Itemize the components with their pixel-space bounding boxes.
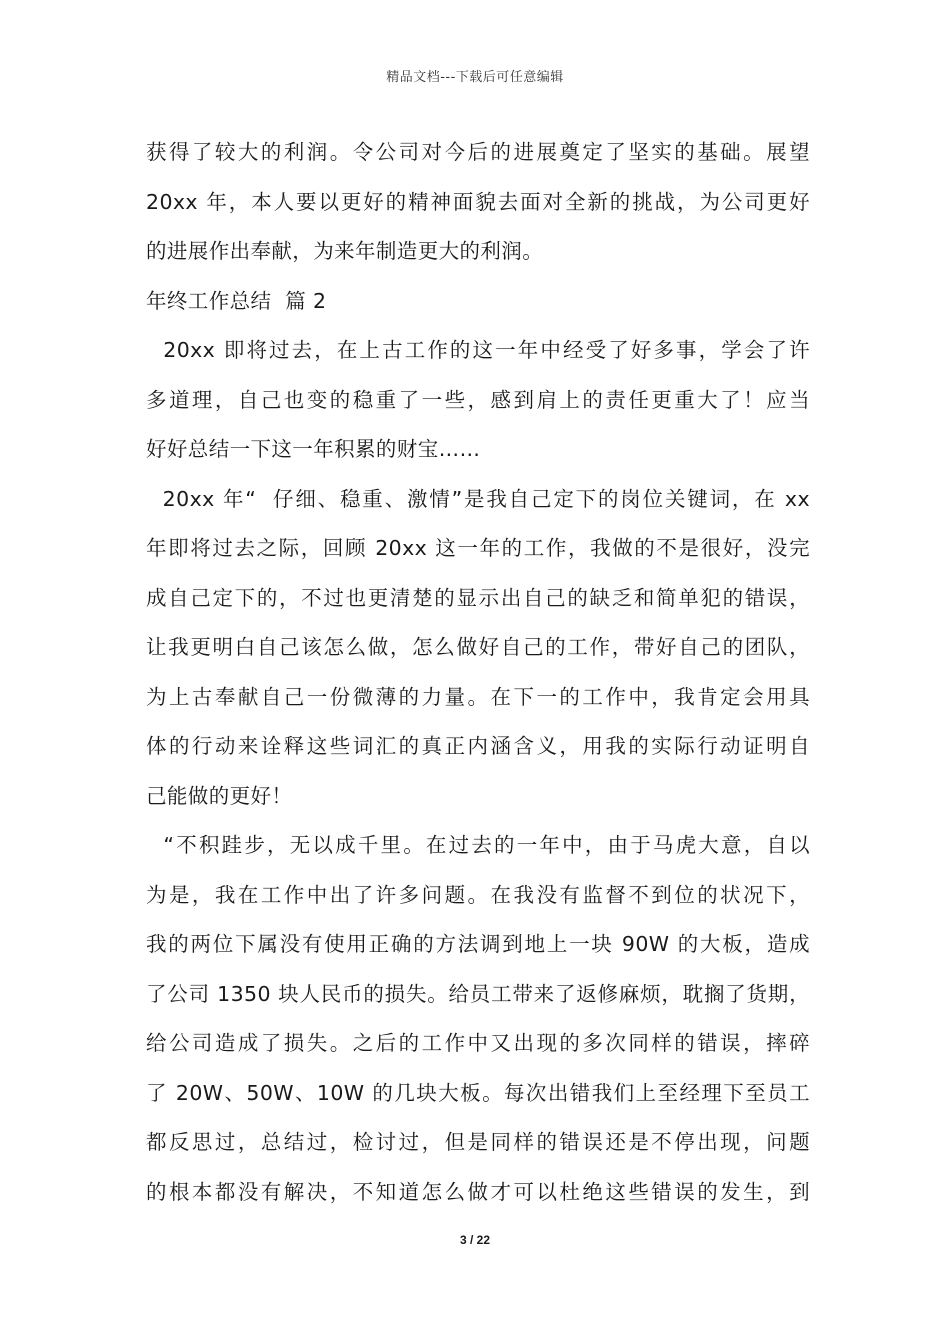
body-line: 好好总结一下这一年积累的财宝…… (146, 437, 481, 461)
body-line: 年即将过去之际，回顾 20xx 这一年的工作，我做的不是很好，没完 (146, 536, 810, 560)
body-line: 获得了较大的利润。令公司对今后的进展奠定了坚实的基础。展望 (146, 140, 810, 164)
body-line: 多道理，自己也变的稳重了一些，感到肩上的责任更重大了！应当 (146, 387, 810, 412)
page-header: 精品文档---下载后可任意编辑 (386, 70, 564, 85)
body-line: 的进展作出奉献，为来年制造更大的利润。 (146, 239, 544, 263)
body-line: 给公司造成了损失。之后的工作中又出现的多次同样的错误，摔碎 (146, 1031, 810, 1055)
body-line: 为是，我在工作中出了许多问题。在我没有监督不到位的状况下， (146, 882, 810, 907)
document-body (146, 128, 810, 1217)
body-line: 成自己定下的，不过也更清楚的显示出自己的缺乏和简单犯的错误， (146, 585, 810, 610)
body-line: 的根本都没有解决，不知道怎么做才可以杜绝这些错误的发生，到 (146, 1179, 810, 1204)
body-line: 己能做的更好！ (146, 783, 293, 808)
body-line: 20xx 年，本人要以更好的精神面貌去面对全新的挑战，为公司更好 (146, 189, 810, 214)
body-line: 了公司 1350 块人民币的损失。给员工带来了返修麻烦，耽搁了货期， (146, 981, 810, 1006)
body-line: 了 20W、50W、10W 的几块大板。每次出错我们上至经理下至员工 (146, 1080, 810, 1105)
body-line: 让我更明白自己该怎么做，怎么做好自己的工作，带好自己的团队， (146, 635, 810, 659)
page-number: 3 / 22 (459, 1233, 491, 1247)
body-line: 我的两位下属没有使用正确的方法调到地上一块 90W 的大板，造成 (146, 932, 810, 956)
body-line: “不积跬步，无以成千里。在过去的一年中，由于马虎大意，自以 (146, 833, 810, 857)
body-line: 体的行动来诠释这些词汇的真正内涵含义，用我的实际行动证明自 (146, 734, 810, 758)
section-heading: 年终工作总结 篇 2 (146, 288, 327, 313)
body-line: 20xx 年“ 仔细、稳重、激情”是我自己定下的岗位关键词，在 xx (146, 486, 810, 511)
body-line: 20xx 即将过去，在上古工作的这一年中经受了好多事，学会了许 (146, 338, 810, 362)
body-line: 都反思过，总结过，检讨过，但是同样的错误还是不停出现，问题 (146, 1130, 810, 1154)
body-line: 为上古奉献自己一份微薄的力量。在下一的工作中，我肯定会用具 (146, 684, 810, 709)
